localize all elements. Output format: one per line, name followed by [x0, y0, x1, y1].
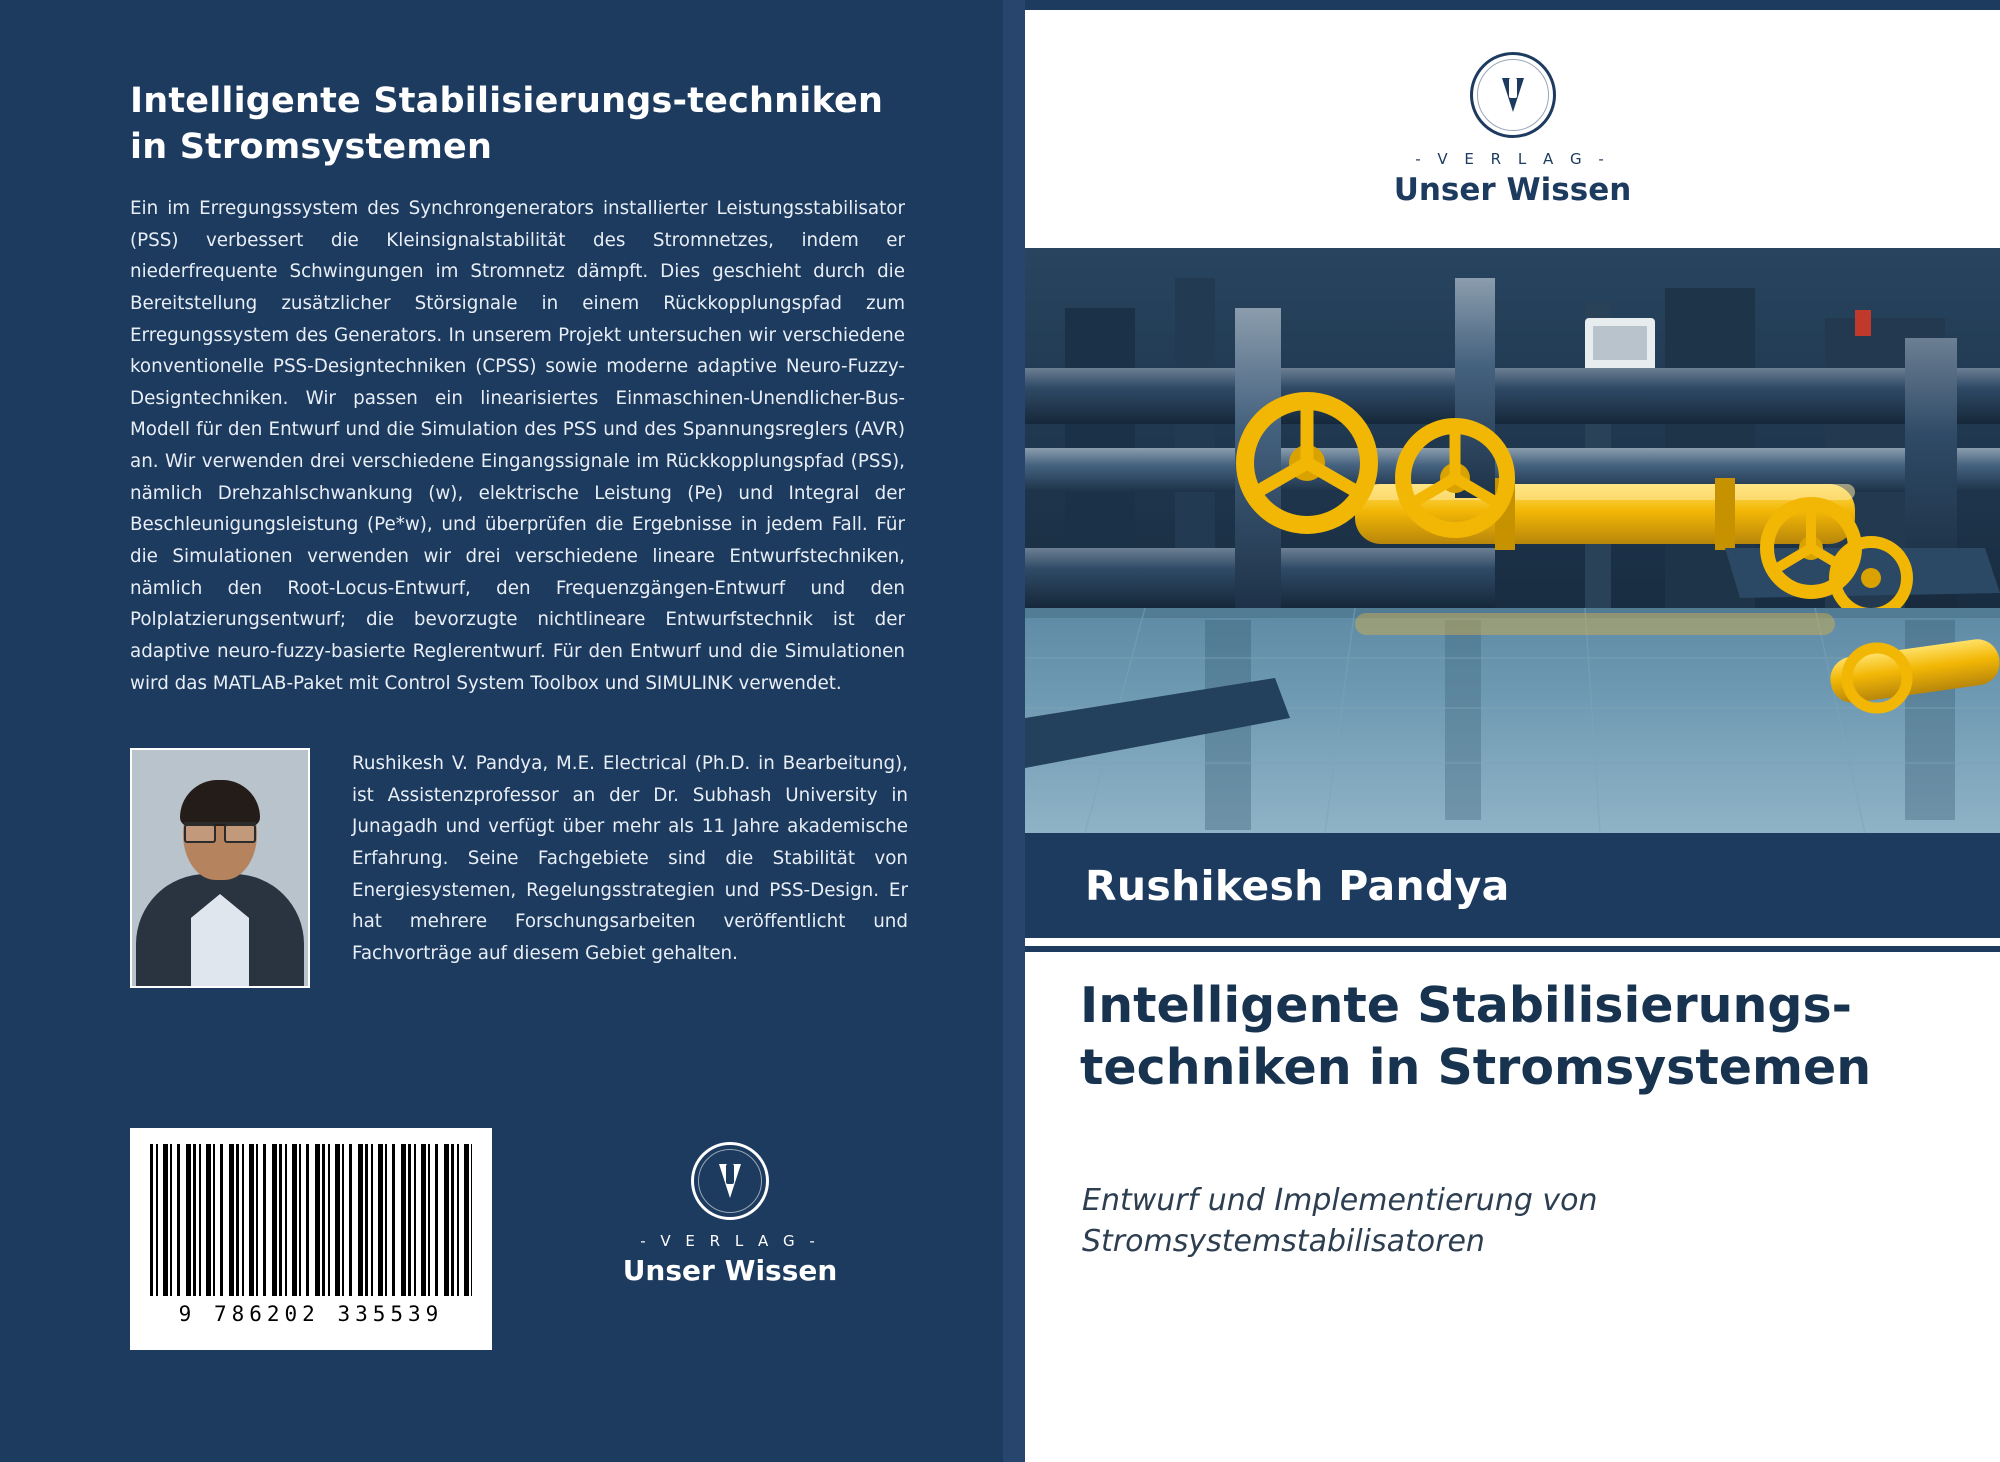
back-cover-content	[130, 0, 920, 1462]
publisher-label-front: - V E R L A G -	[1415, 150, 1610, 168]
publisher-name-back: Unser Wissen	[622, 1254, 838, 1287]
cover-photograph	[1025, 248, 2000, 833]
publisher-logo-back	[580, 1142, 880, 1287]
cover-photo-illustration	[1025, 248, 2000, 833]
pen-nib-icon	[719, 1164, 741, 1198]
publisher-pen-emblem-icon	[1470, 52, 1556, 138]
publisher-logo-front	[1025, 52, 2000, 208]
barcode-bars	[150, 1144, 472, 1296]
front-cover-top-rule	[1025, 0, 2000, 10]
portrait-glasses-icon	[184, 822, 256, 838]
front-cover	[1025, 0, 2000, 1462]
front-cover-author-name: Rushikesh Pandya	[1085, 861, 1510, 910]
author-photo	[130, 748, 310, 988]
barcode-number: 9 786202 335539	[178, 1302, 444, 1326]
barcode	[130, 1128, 492, 1350]
publisher-pen-emblem-icon	[691, 1142, 769, 1220]
front-cover-author-bar	[1025, 833, 2000, 938]
front-cover-subtitle: Entwurf und Implementierung von Stromsystemstabilisatoren	[1082, 1183, 1598, 1260]
back-cover-title: Intelligente Stabilisierungs-techniken in Stromsystemen	[130, 81, 884, 168]
book-spine	[1003, 0, 1025, 1462]
publisher-label-back: - V E R L A G -	[640, 1232, 820, 1250]
pen-nib-icon	[1502, 78, 1524, 112]
front-cover-divider	[1025, 946, 2000, 952]
author-biography: Rushikesh V. Pandya, M.E. Electrical (Ph.D. in Bearbeitung), ist Assistenzprofessor an der Dr. Subhash University in Junagadh und verfügt über mehr als 11 Jahre akademische Erfahrung. Seine Fachgebiete sind die Stabilität von Energiesystemen, Regelungsstrategien und PSS-Design. Er hat mehrere Forschungsarbeiten veröffentlicht und Fachvorträge auf diesem Gebiet gehalten.	[352, 753, 908, 964]
back-cover-abstract: Ein im Erregungssystem des Synchrongenerators installierter Leistungsstabilisator (PSS) verbessert die Kleinsignalstabilität des Stromnetzes, indem er niederfrequente Schwingungen im Stromnetz dämpft. Dies geschieht durch die Bereitstellung zusätzlicher Störsignale in einem Rückkopplungspfad zum Erregungssystem des Generators. In unserem Projekt untersuchen wir verschiedene konventionelle PSS-Designtechniken (CPSS) sowie moderne adaptive Neuro-Fuzzy-Designtechniken. Wir passen ein linearisiertes Einmaschinen-Unendlicher-Bus-Modell für den Entwurf und die Simulation des PSS und des Spannungsreglers (AVR) an. Wir verwenden drei verschiedene Eingangssignale im Rückkopplungspfad (PSS), nämlich Drehzahlschwankung (w), elektrische Leistung (Pe) und Integral der Beschleunigungsleistung (Pe*w), und überprüfen die Ergebnisse in jedem Fall. Für die Simulationen verwenden wir drei verschiedene lineare Entwurfstechniken, nämlich den Root-Locus-Entwurf, den Frequenzgängen-Entwurf und den Polplatzierungsentwurf; die bevorzugte nichtlineare Entwurfstechnik ist der adaptive neuro-fuzzy-basierte Reglerentwurf. Für den Entwurf und die Simulationen wird das MATLAB-Paket mit Control System Toolbox und SIMULINK verwendet.	[130, 198, 905, 694]
author-block	[130, 748, 908, 998]
front-cover-title: Intelligente Stabilisierungs-techniken in Stromsystemen	[1080, 977, 1872, 1096]
publisher-name-front: Unser Wissen	[1393, 172, 1632, 208]
